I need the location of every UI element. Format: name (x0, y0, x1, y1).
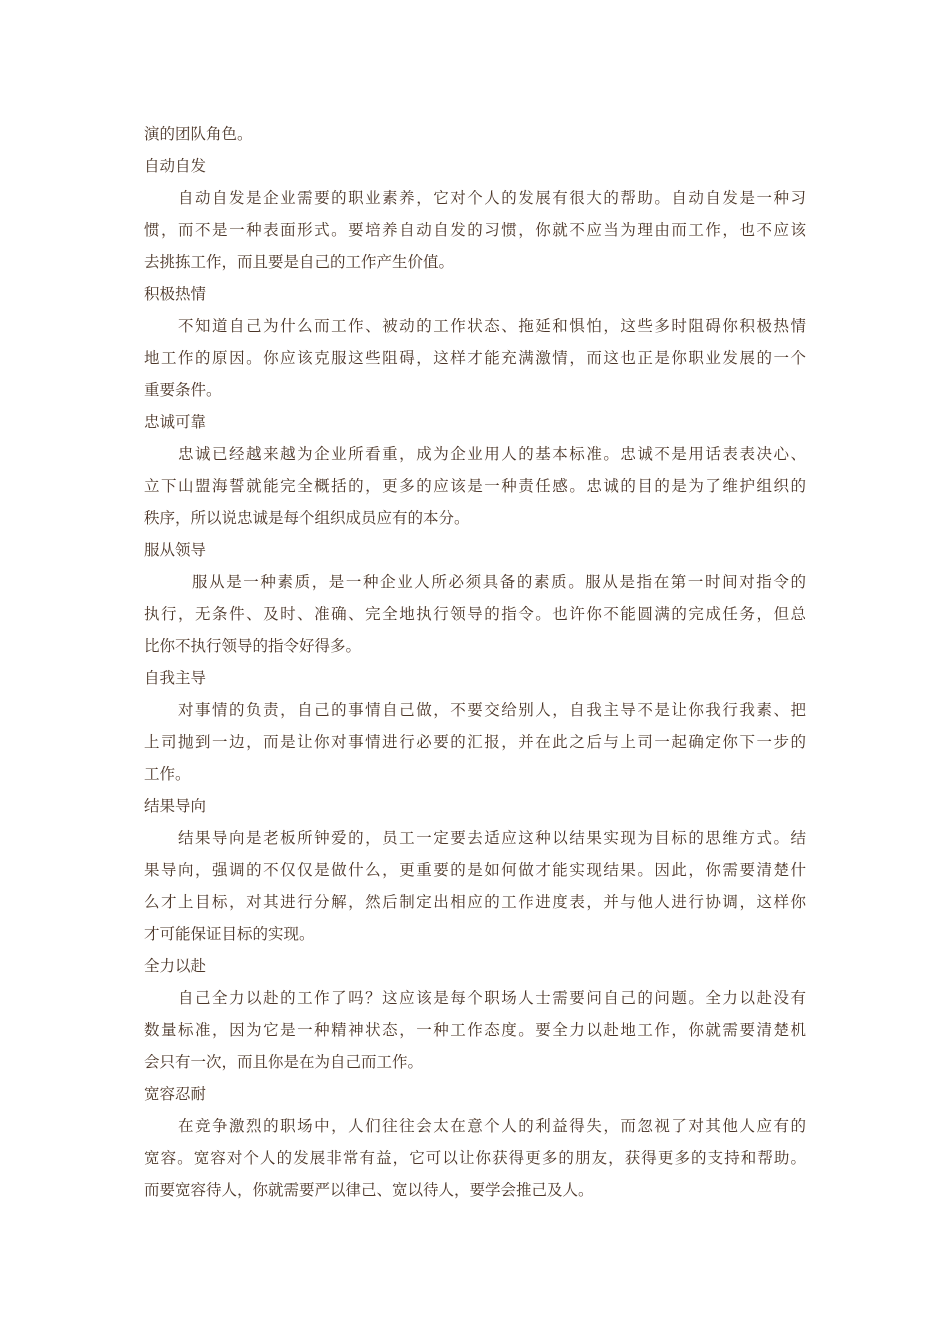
paragraph-line: 自己全力以赴的工作了吗？这应该是每个职场人士需要问自己的问题。全力以赴没有 (178, 989, 806, 1007)
section-heading: 积极热情 (144, 285, 207, 303)
paragraph-line: 数量标准，因为它是一种精神状态，一种工作态度。要全力以赴地工作，你就需要清楚机 (144, 1021, 806, 1039)
paragraph-line: 立下山盟海誓就能完全概括的，更多的应该是一种责任感。忠诚的目的是为了维护组织的 (144, 477, 806, 495)
paragraph-line: 才可能保证目标的实现。 (144, 925, 315, 943)
section-heading: 宽容忍耐 (144, 1085, 207, 1103)
section-heading: 结果导向 (144, 797, 207, 815)
paragraph-line: 自动自发是企业需要的职业素养，它对个人的发展有很大的帮助。自动自发是一种习 (178, 189, 806, 207)
paragraph-line: 么才上目标，对其进行分解，然后制定出相应的工作进度表，并与他人进行协调，这样你 (144, 893, 806, 911)
paragraph-line: 秩序，所以说忠诚是每个组织成员应有的本分。 (144, 509, 470, 527)
section-heading: 全力以赴 (144, 957, 207, 975)
paragraph-line: 去挑拣工作，而且要是自己的工作产生价值。 (144, 253, 455, 271)
section-heading: 服从领导 (144, 541, 207, 559)
paragraph-line: 工作。 (144, 765, 191, 783)
paragraph-line: 会只有一次，而且你是在为自己而工作。 (144, 1053, 424, 1071)
paragraph-line: 忠诚已经越来越为企业所看重，成为企业用人的基本标准。忠诚不是用话表表决心、 (178, 445, 806, 463)
paragraph-line: 在竞争激烈的职场中，人们往往会太在意个人的利益得失，而忽视了对其他人应有的 (178, 1117, 806, 1135)
paragraph-line: 地工作的原因。你应该克服这些阻碍，这样才能充满激情，而这也正是你职业发展的一个 (144, 349, 806, 367)
document-page (144, 118, 806, 1206)
section-heading: 忠诚可靠 (144, 413, 207, 431)
paragraph-line: 不知道自己为什么而工作、被动的工作状态、拖延和惧怕，这些多时阻碍你积极热情 (178, 317, 806, 335)
paragraph-line: 服从是一种素质，是一种企业人所必须具备的素质。服从是指在第一时间对指令的 (192, 573, 806, 591)
section-heading: 自动自发 (144, 157, 207, 175)
section-heading: 自我主导 (144, 669, 207, 687)
paragraph-line: 宽容。宽容对个人的发展非常有益，它可以让你获得更多的朋友，获得更多的支持和帮助。 (144, 1149, 806, 1167)
paragraph-line: 重要条件。 (144, 381, 222, 399)
paragraph-line: 惯，而不是一种表面形式。要培养自动自发的习惯，你就不应当为理由而工作，也不应该 (144, 221, 806, 239)
intro-line: 演的团队角色。 (144, 125, 253, 143)
paragraph-line: 果导向，强调的不仅仅是做什么，更重要的是如何做才能实现结果。因此，你需要清楚什 (144, 861, 806, 879)
paragraph-line: 比你不执行领导的指令好得多。 (144, 637, 362, 655)
paragraph-line: 结果导向是老板所钟爱的，员工一定要去适应这种以结果实现为目标的思维方式。结 (178, 829, 806, 847)
paragraph-line: 对事情的负责，自己的事情自己做，不要交给别人，自我主导不是让你我行我素、把 (178, 701, 806, 719)
paragraph-line: 而要宽容待人，你就需要严以律己、宽以待人，要学会推己及人。 (144, 1181, 594, 1199)
paragraph-line: 上司抛到一边，而是让你对事情进行必要的汇报，并在此之后与上司一起确定你下一步的 (144, 733, 806, 751)
paragraph-line: 执行，无条件、及时、准确、完全地执行领导的指令。也许你不能圆满的完成任务，但总 (144, 605, 806, 623)
